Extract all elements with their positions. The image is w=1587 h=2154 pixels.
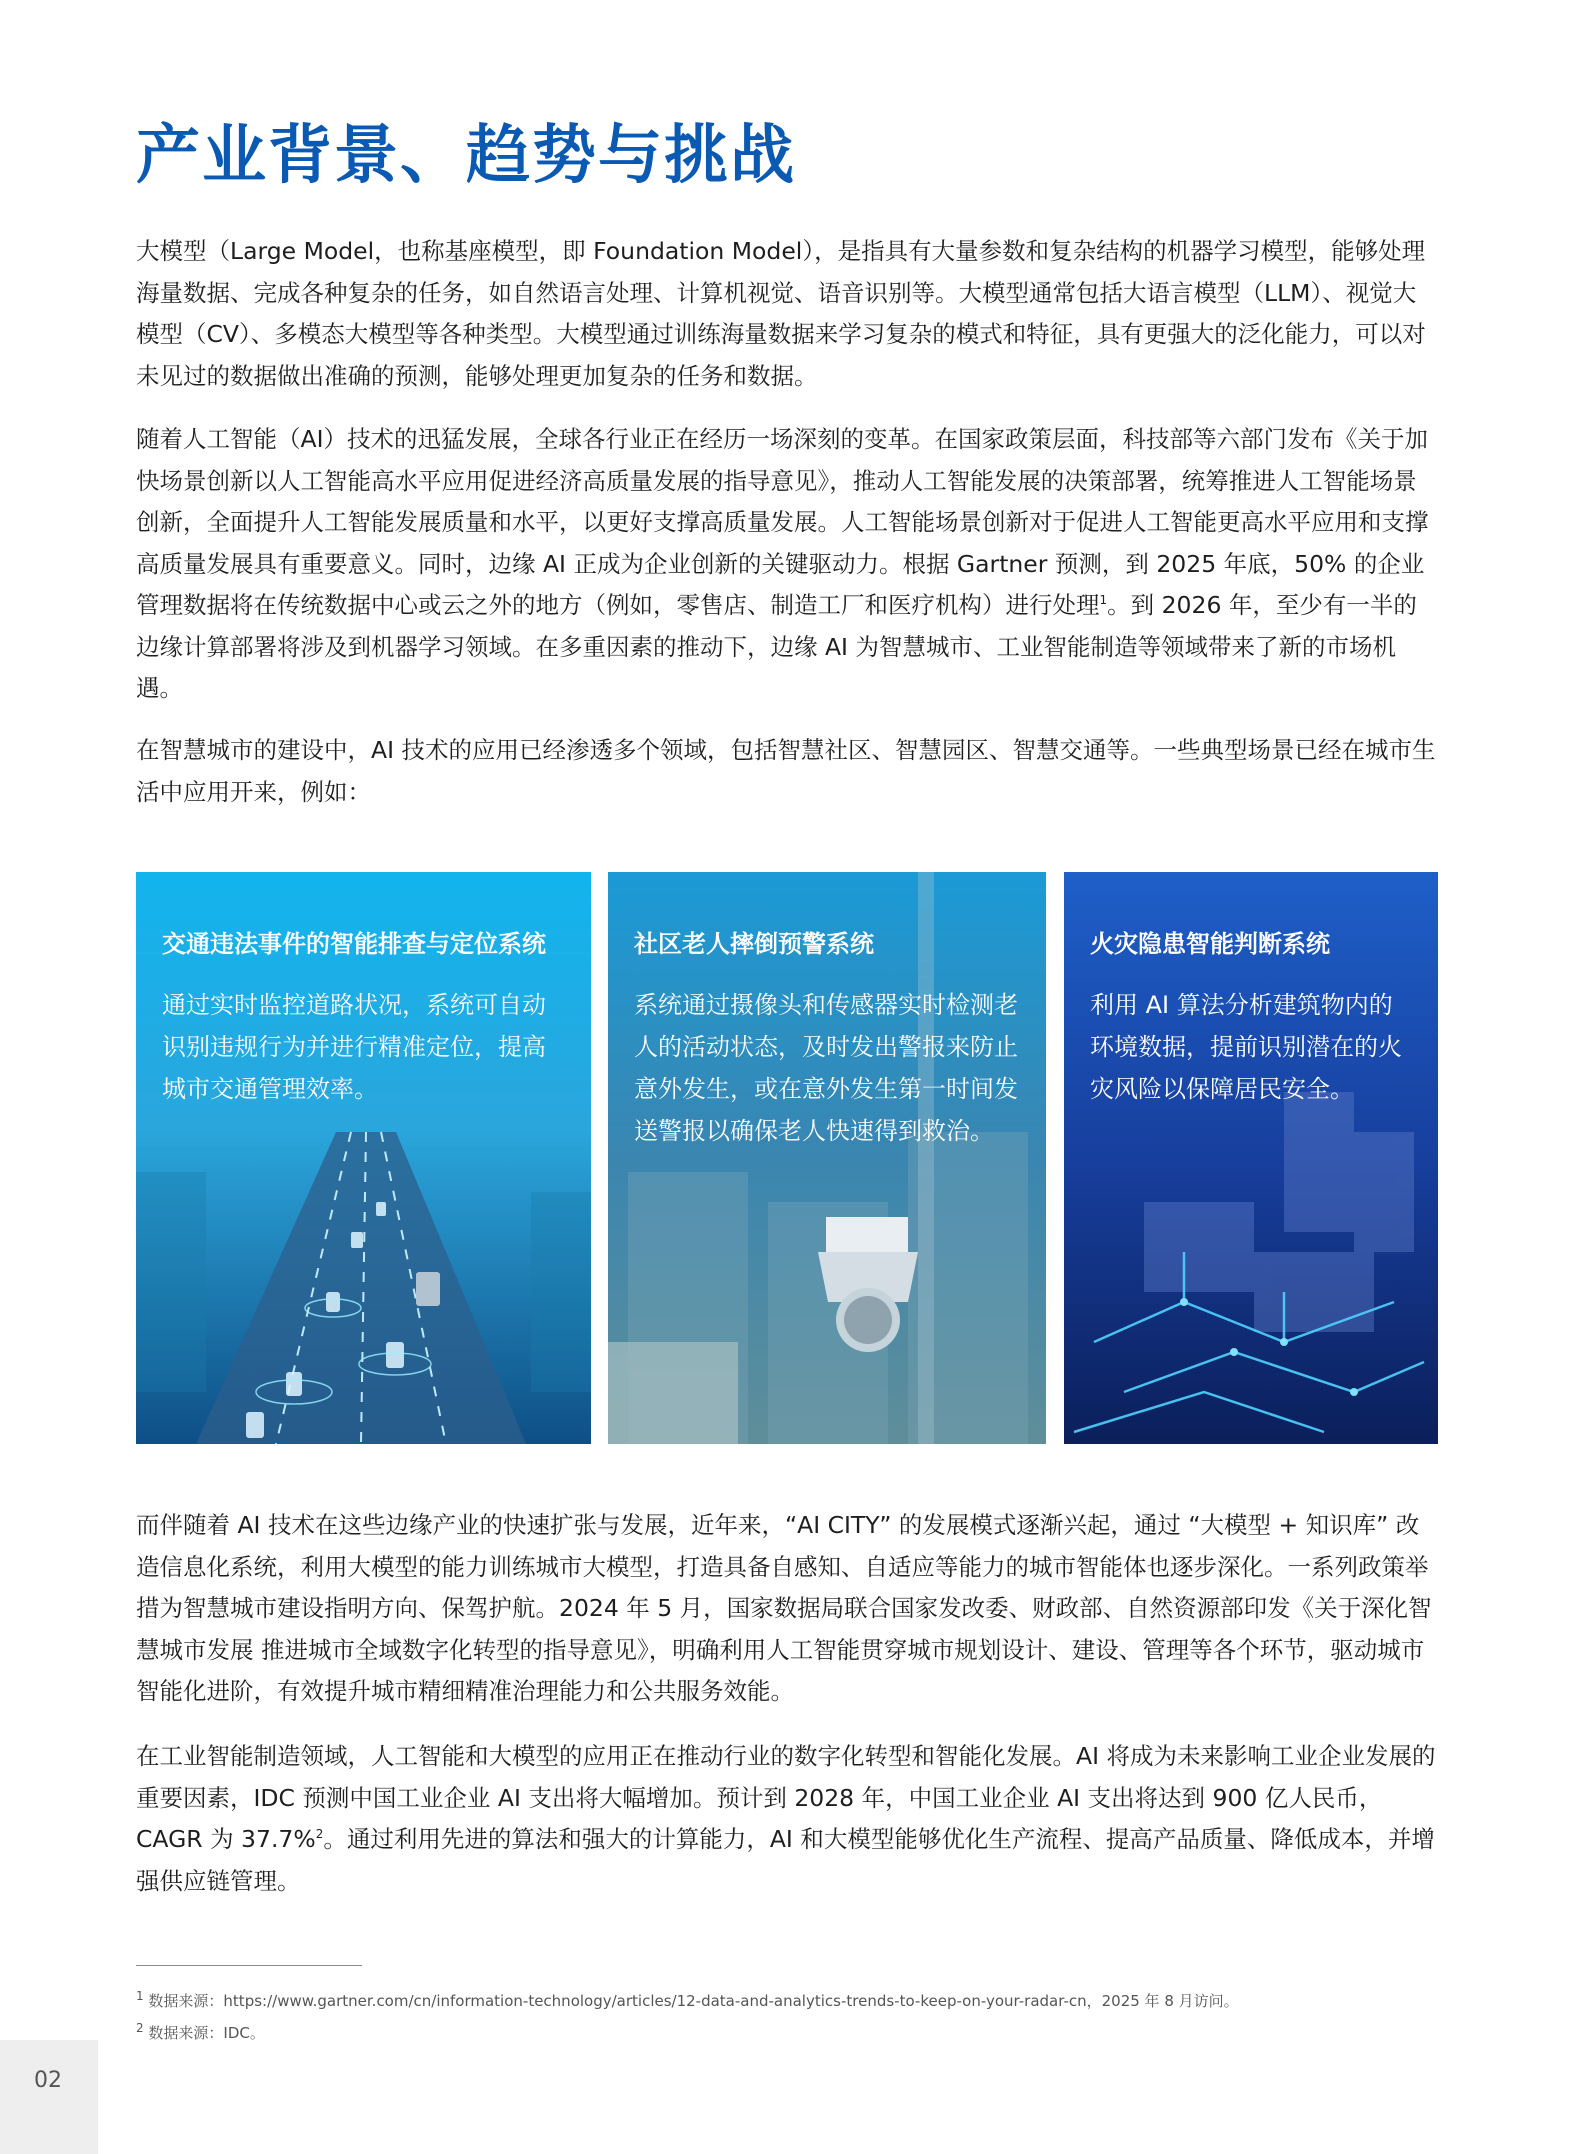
card-fire-hazard (1064, 872, 1438, 1444)
footnote-2 (136, 2022, 265, 2043)
footnote-1 (136, 1990, 1239, 2011)
paragraph-text: 随着人工智能（AI）技术的迅猛发展，全球各行业正在经历一场深刻的变革。在国家政策层面，科技部等六部门发布《关于加快场景创新以人工智能高水平应用促进经济高质量发展的指导意见》，推动人工智能发展的决策部署，统筹推进人工智能场景创新，全面提升人工智能发展质量和水平，以更好支撑高质量发展。人工智能场景创新对于促进人工智能更高水平应用和支撑高质量发展具有重要意义。同时，边缘 AI 正成为企业创新的关键驱动力。根据 Gartner 预测，到 2025 年底，50% 的企业管理数据将在传统数据中心或云之外的地方（例如，零售店、制造工厂和医疗机构）进行处理 (136, 425, 1429, 619)
paragraph-smart-city (136, 730, 1436, 813)
paragraph-ai-development (136, 419, 1436, 710)
page-title: 产业背景、趋势与挑战 (136, 119, 796, 193)
page-number-box (0, 2040, 98, 2154)
card-elderly-fall-alert (608, 872, 1046, 1444)
card-traffic-system (136, 872, 591, 1444)
card-body: 通过实时监控道路状况，系统可自动识别违规行为并进行精准定位，提高城市交通管理效率。 (162, 991, 546, 1103)
card-body: 利用 AI 算法分析建筑物内的环境数据，提前识别潜在的火灾风险以保障居民安全。 (1090, 991, 1402, 1103)
footnote-ref-2: 2 (315, 1827, 324, 1842)
paragraph-text: 而伴随着 AI 技术在这些边缘产业的快速扩张与发展，近年来，“AI CITY” 的发展模式逐渐兴起，通过 “大模型 + 知识库” 改造信息化系统，利用大模型的能力训练城市大模型，打造具备自感知、自适应等能力的城市智能体也逐步深化。一系列政策举措为智慧城市建设指明方向、保驾护航。2024 年 5 月，国家数据局联合国家发改委、财政部、自然资源部印发《关于深化智慧城市发展 推进城市全域数字化转型的指导意见》，明确利用人工智能贯穿城市规划设计、建设、管理等各个环节，驱动城市智能化进阶，有效提升城市精细精准治理能力和公共服务效能。 (136, 1511, 1432, 1705)
footnote-text: 数据来源：https://www.gartner.com/cn/information-technology/articles/12-data-and-analytics-trends-to-keep-on-your-radar-cn，2025 年 8 月访问。 (148, 1992, 1239, 2010)
footnote-mark: 2 (136, 2021, 144, 2035)
paragraph-text: 。到 2026 年，至少有一半的边缘计算部署将涉及到机器学习领域。在多重因素的推动下，边缘 AI 为智慧城市、工业智能制造等领域带来了新的市场机遇。 (136, 591, 1417, 702)
paragraph-large-model (136, 231, 1436, 397)
paragraph-text: 在工业智能制造领域，人工智能和大模型的应用正在推动行业的数字化转型和智能化发展。AI 将成为未来影响工业企业发展的重要因素，IDC 预测中国工业企业 AI 支出将大幅增加。预计到 2028 年，中国工业企业 AI 支出将达到 900 亿人民币，CAGR 为 37.7% (136, 1742, 1436, 1853)
paragraph-industrial (136, 1736, 1436, 1902)
card-title: 火灾隐患智能判断系统 (1090, 930, 1330, 958)
paragraph-ai-city (136, 1505, 1436, 1713)
card-title: 交通违法事件的智能排查与定位系统 (162, 930, 546, 958)
page-number: 02 (34, 2068, 62, 2093)
paragraph-text: 在智慧城市的建设中，AI 技术的应用已经渗透多个领域，包括智慧社区、智慧园区、智慧交通等。一些典型场景已经在城市生活中应用开来，例如： (136, 736, 1436, 806)
paragraph-text: 。通过利用先进的算法和强大的计算能力，AI 和大模型能够优化生产流程、提高产品质量、降低成本，并增强供应链管理。 (136, 1825, 1435, 1895)
footnote-ref-1: 1 (1099, 593, 1108, 608)
paragraph-text: 大模型（Large Model，也称基座模型，即 Foundation Model），是指具有大量参数和复杂结构的机器学习模型，能够处理海量数据、完成各种复杂的任务，如自然语言处理、计算机视觉、语音识别等。大模型通常包括大语言模型（LLM）、视觉大模型（CV）、多模态大模型等各种类型。大模型通过训练海量数据来学习复杂的模式和特征，具有更强大的泛化能力，可以对未见过的数据做出准确的预测，能够处理更加复杂的任务和数据。 (136, 237, 1426, 390)
card-body: 系统通过摄像头和传感器实时检测老人的活动状态，及时发出警报来防止意外发生，或在意外发生第一时间发送警报以确保老人快速得到救治。 (634, 991, 1018, 1145)
card-title: 社区老人摔倒预警系统 (634, 930, 874, 958)
footnote-mark: 1 (136, 1989, 144, 2003)
footnote-text: 数据来源：IDC。 (148, 2024, 265, 2042)
footnote-divider (136, 1965, 362, 1966)
